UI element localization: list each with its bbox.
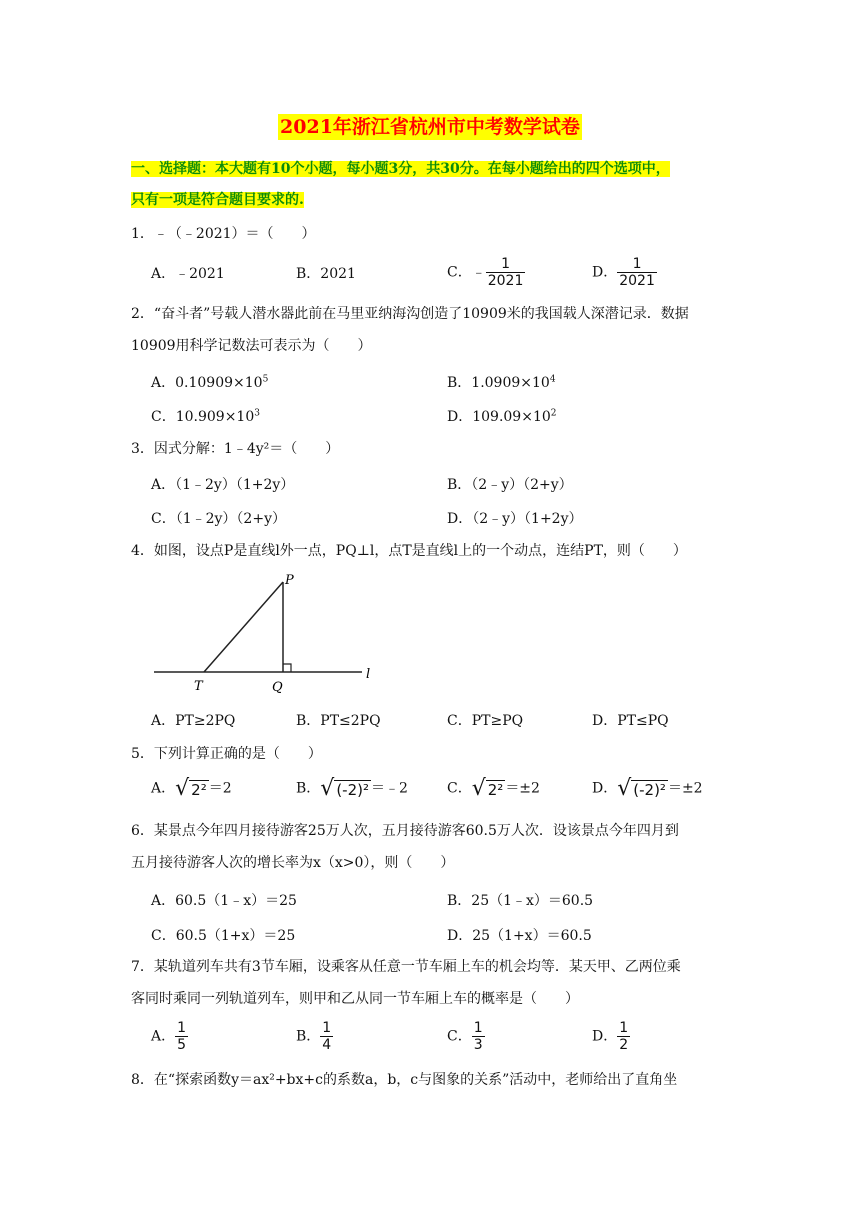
label-p: P [285, 573, 294, 588]
q6-option-a: A．60.5（1﹣x）＝25 [151, 893, 297, 909]
q5-option-a: A．√ 2² ＝2 [151, 776, 232, 801]
q3-option-d: D．（2﹣y）（1+2y） [447, 511, 583, 527]
q5-option-d: D．√ (-2)² ＝±2 [592, 776, 703, 801]
q2-option-a: A．$0.10909\times 10^5$ [151, 374, 269, 391]
q4-option-a: A．PT≥2PQ [151, 713, 236, 729]
q3-option-a: A．（1﹣2y）（1+2y） [151, 477, 295, 493]
q4-option-b: B．PT≤2PQ [296, 713, 381, 729]
q6-option-d: D．25（1+x）＝60.5 [447, 928, 592, 944]
question-2-stem: 2．“奋斗者”号载人潜水器此前在马里亚纳海沟创造了10909米的我国载人深潜记录．数据 10909用科学记数法可表示为（ ） [131, 306, 689, 354]
q1-option-a: A．﹣2021 [151, 266, 225, 282]
q1-option-b: B．2021 [296, 266, 356, 282]
label-l: l [366, 667, 371, 682]
q4-option-d: D．PT≤PQ [592, 713, 669, 729]
exam-title: 2021年浙江省杭州市中考数学试卷 [280, 116, 580, 138]
q2-option-b: B．$1.0909\times 10^4$ [447, 374, 556, 391]
q7-option-c: C． $\frac{1}{3}$ [447, 1020, 483, 1053]
segment-pt [204, 582, 283, 672]
question-3-stem: 3．因式分解：1﹣4y²＝（ ） [131, 441, 340, 457]
q3-option-c: C．（1﹣2y）（2+y） [151, 511, 286, 527]
question-1-stem: 1．﹣（﹣2021）＝（ ） [131, 226, 316, 242]
q4-option-c: C．PT≥PQ [447, 713, 524, 729]
question-4-stem: 4．如图，设点P是直线l外一点，PQ⊥l，点T是直线l上的一个动点，连结PT，则（ ） [131, 543, 687, 559]
label-q: Q [272, 680, 283, 695]
q7-option-d: D． $\frac{1}{2}$ [592, 1020, 629, 1053]
question-6-stem: 6．某景点今年四月接待游客25万人次，五月接待游客60.5万人次．设该景点今年四月到 五月接待游客人次的增长率为x（x>0），则（ ） [131, 823, 679, 871]
question-8-stem: 8．在“探索函数y＝ax²+bx+c的系数a，b，c与图象的关系”活动中，老师给出了直角坐 [131, 1072, 678, 1088]
q1-option-d: D． $\frac{1}{2021}$ [592, 256, 655, 289]
q2-option-d: D．$109.09\times 10^2$ [447, 408, 557, 425]
question-5-stem: 5．下列计算正确的是（ ） [131, 746, 322, 762]
right-angle-mark [283, 664, 291, 672]
q3-option-b: B．（2﹣y）（2+y） [447, 477, 573, 493]
q7-option-a: A． $\frac{1}{5}$ [151, 1020, 187, 1053]
q7-option-b: B． $\frac{1}{4}$ [296, 1020, 332, 1053]
q2-option-c: C．$10.909\times 10^3$ [151, 408, 260, 425]
label-t: T [194, 679, 203, 694]
q6-option-c: C．60.5（1+x）＝25 [151, 928, 296, 944]
q1-option-c: C．﹣ $\frac{1}{2021}$ [447, 256, 524, 289]
question-7-stem: 7．某轨道列车共有3节车厢，设乘客从任意一节车厢上车的机会均等．某天甲、乙两位乘 客同时乘同一列轨道列车，则甲和乙从同一节车厢上车的概率是（ ） [131, 959, 681, 1007]
q5-option-b: B．√ (-2)² ＝﹣2 [296, 776, 408, 801]
section-heading: 一、选择题：本大题有10个小题，每小题3分，共30分。在每小题给出的四个选项中， 只有一项是符合题目要求的. [131, 161, 670, 208]
q5-option-c: C．√ 2² ＝±2 [447, 776, 540, 801]
q4-geometry-figure [150, 568, 390, 696]
q6-option-b: B．25（1﹣x）＝60.5 [447, 893, 594, 909]
